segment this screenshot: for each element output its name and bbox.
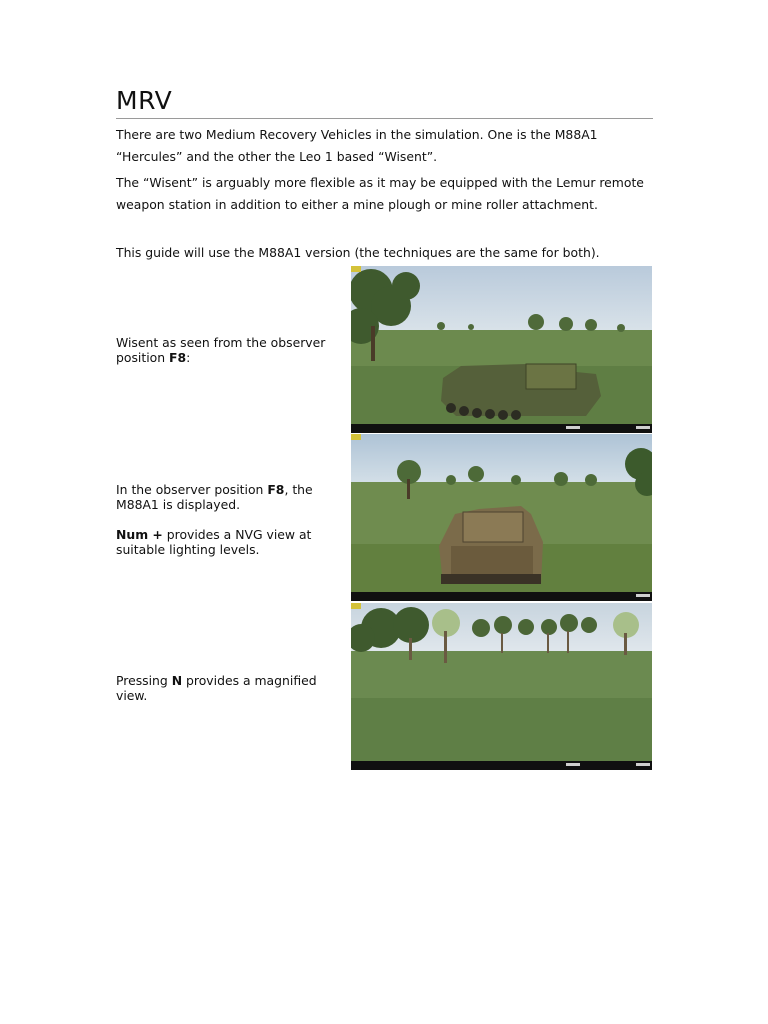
screenshot-magnified-view bbox=[351, 603, 652, 770]
screenshot-wisent-observer bbox=[351, 266, 652, 433]
title-divider bbox=[116, 118, 653, 119]
caption-text: In the observer position bbox=[116, 482, 268, 497]
intro-paragraph-2: The “Wisent” is arguably more flexible as it may be equipped with the Lemur remote weapon station in addition to either a mine plough or mine roller attachment. bbox=[116, 175, 644, 212]
caption-text: provides a NVG view at suitable lighting levels. bbox=[116, 527, 312, 557]
caption-text: : bbox=[186, 350, 191, 365]
caption-text: Wisent as seen from the observer position bbox=[116, 335, 326, 365]
intro-paragraph-1: There are two Medium Recovery Vehicles in the simulation. One is the M88A1 “Hercules” and the other the Leo 1 based “Wisent”. bbox=[116, 127, 598, 164]
key-label: F8 bbox=[267, 482, 285, 497]
caption-text: Pressing bbox=[116, 673, 172, 688]
caption-magnified bbox=[116, 673, 341, 718]
intro-paragraph-3: This guide will use the M88A1 version (the techniques are the same for both). bbox=[116, 245, 600, 260]
caption-text: , the M88A1 is displayed. bbox=[116, 482, 313, 512]
key-label: Num + bbox=[116, 527, 163, 542]
screenshot-m88a1-observer bbox=[351, 434, 652, 601]
caption-wisent bbox=[116, 335, 341, 380]
key-label: N bbox=[171, 673, 183, 688]
page-title: MRV bbox=[116, 86, 173, 115]
key-label: F8 bbox=[169, 350, 187, 365]
caption-m88a1 bbox=[116, 482, 341, 572]
caption-text: provides a magnified view. bbox=[116, 673, 317, 703]
